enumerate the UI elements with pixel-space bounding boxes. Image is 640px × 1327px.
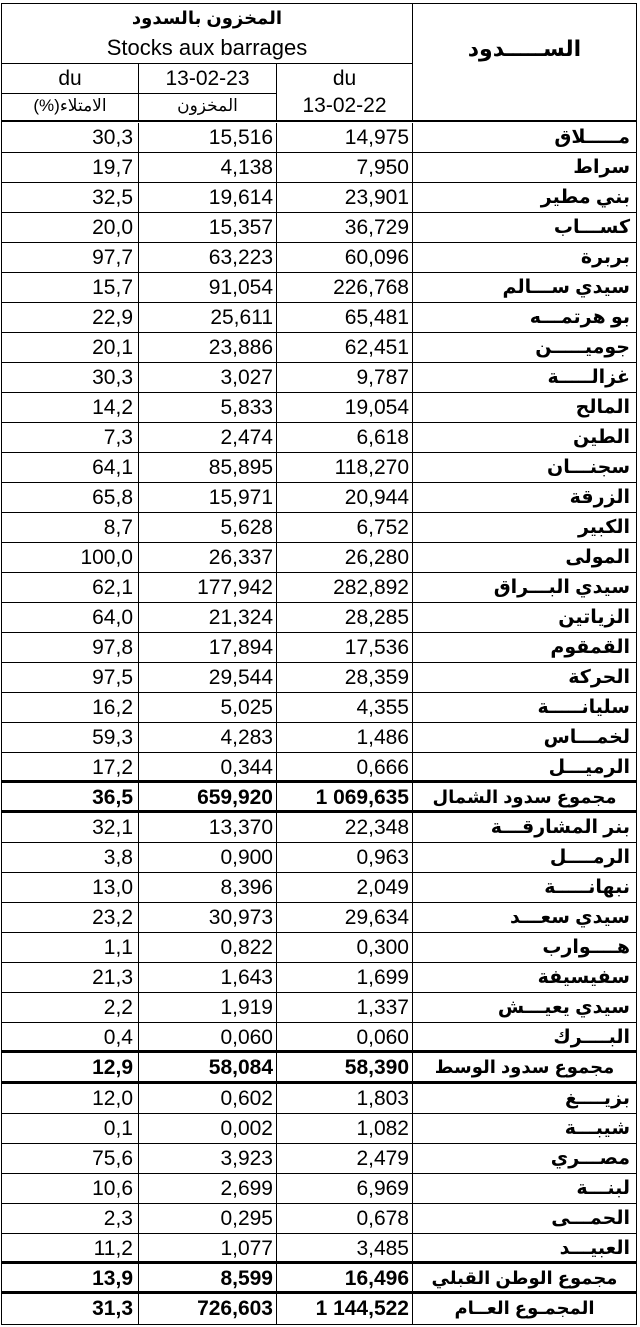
cell-stock-current: 4,138 <box>220 156 273 180</box>
cell-stock-previous: 23,901 <box>344 186 409 210</box>
cell-stock-previous: 1,803 <box>356 1086 409 1110</box>
cell-stock-current: 25,611 <box>210 306 273 330</box>
table-row <box>2 303 636 333</box>
cell-dam-name: العبيـــد <box>559 1237 630 1259</box>
cell-fill-pct: 20,0 <box>92 216 133 240</box>
cell-stock-previous: 6,969 <box>356 1176 409 1200</box>
cell-stock-previous: 2,479 <box>356 1146 409 1170</box>
table-row <box>2 273 636 303</box>
pct-label-ar: الامتلاء(%) <box>33 96 107 115</box>
cell-stock-current: 659,920 <box>197 786 273 810</box>
cell-stock-current: 3,027 <box>220 366 273 390</box>
cell-dam-name: الكبير <box>577 517 630 539</box>
table-row <box>2 753 636 783</box>
stock-date-label: 13-02-23 <box>165 67 250 90</box>
cell-dam-name: مجموع سدود الوسط <box>434 1057 615 1078</box>
cell-dam-name: الحمـــى <box>551 1207 630 1229</box>
cell-stock-previous: 36,729 <box>344 216 409 240</box>
cell-fill-pct: 64,0 <box>92 606 133 630</box>
table-row <box>2 483 636 513</box>
table-row <box>2 1174 636 1204</box>
cell-stock-current: 0,060 <box>220 1026 273 1050</box>
cell-stock-previous: 17,536 <box>344 636 409 660</box>
cell-stock-previous: 1,337 <box>356 996 409 1020</box>
cell-stock-current: 8,599 <box>220 1266 273 1290</box>
cell-fill-pct: 0,4 <box>103 1026 133 1050</box>
cell-dam-name: غزالـــــة <box>547 367 630 389</box>
cell-dam-name: الرمــــل <box>549 847 630 869</box>
cell-dam-name: سفيسيفة <box>537 967 630 989</box>
cell-stock-current: 23,886 <box>208 336 273 360</box>
cell-dam-name: سراط <box>573 157 630 179</box>
cell-fill-pct: 31,3 <box>92 1296 133 1320</box>
table-total-row <box>2 1294 636 1324</box>
table-body <box>2 123 636 1324</box>
cell-stock-current: 15,516 <box>208 126 273 149</box>
cell-stock-previous: 29,634 <box>344 906 409 930</box>
cell-fill-pct: 36,5 <box>92 786 133 810</box>
cell-dam-name: سيدي سعـــد <box>510 907 630 929</box>
cell-fill-pct: 32,1 <box>92 816 133 840</box>
table-row <box>2 183 636 213</box>
cell-stock-current: 726,603 <box>197 1296 273 1320</box>
cell-fill-pct: 15,7 <box>92 276 133 300</box>
cell-stock-current: 0,002 <box>220 1116 273 1140</box>
cell-fill-pct: 19,7 <box>92 156 133 180</box>
cell-stock-current: 30,973 <box>208 906 273 930</box>
table-row <box>2 573 636 603</box>
cell-dam-name: البــــرك <box>553 1027 630 1049</box>
cell-dam-name: بربرة <box>580 247 630 269</box>
cell-stock-previous: 3,485 <box>356 1236 409 1260</box>
cell-fill-pct: 1,1 <box>103 936 133 960</box>
cell-dam-name: مـــــلاق <box>554 127 630 148</box>
cell-stock-current: 2,699 <box>220 1176 273 1200</box>
table-row <box>2 633 636 663</box>
cell-dam-name: بزيــــغ <box>564 1087 630 1109</box>
cell-dam-name: القمقوم <box>550 637 630 659</box>
cell-fill-pct: 59,3 <box>92 726 133 750</box>
cell-stock-previous: 62,451 <box>344 336 409 360</box>
cell-dam-name: سليانـــــة <box>537 697 630 719</box>
cell-fill-pct: 16,2 <box>92 696 133 720</box>
cell-dam-name: مجموع الوطن القبلي <box>431 1267 618 1288</box>
cell-fill-pct: 30,3 <box>92 366 133 390</box>
cell-stock-previous: 282,892 <box>333 576 409 600</box>
table-total-row <box>2 1053 636 1083</box>
cell-stock-previous: 1,082 <box>356 1116 409 1140</box>
table-row <box>2 1234 636 1264</box>
cell-fill-pct: 0,1 <box>103 1116 133 1140</box>
table-row <box>2 663 636 693</box>
stock-label-ar: المخزون <box>177 96 238 115</box>
cell-fill-pct: 97,8 <box>92 636 133 660</box>
cell-dam-name: الطين <box>572 427 630 449</box>
cell-stock-current: 21,324 <box>208 606 273 630</box>
cell-stock-previous: 1 069,635 <box>315 786 409 810</box>
cell-stock-previous: 0,678 <box>356 1206 409 1230</box>
cell-stock-current: 26,337 <box>208 546 273 570</box>
table-row <box>2 453 636 483</box>
cell-dam-name: الرميـــل <box>548 757 630 779</box>
cell-stock-current: 13,370 <box>208 816 273 840</box>
cell-stock-current: 0,344 <box>220 756 273 780</box>
cell-fill-pct: 12,0 <box>92 1086 133 1110</box>
cell-dam-name: المالح <box>575 397 630 419</box>
cell-stock-previous: 60,096 <box>344 246 409 270</box>
cell-fill-pct: 20,1 <box>92 336 133 360</box>
cell-fill-pct: 97,7 <box>92 246 133 270</box>
cell-dam-name: المجمـوع العــام <box>454 1297 595 1318</box>
cell-stock-previous: 226,768 <box>333 276 409 300</box>
cell-dam-name: بو هرتمـــه <box>529 307 630 329</box>
cell-dam-name: جوميـــــن <box>535 337 630 359</box>
cell-stock-current: 5,025 <box>220 696 273 720</box>
cell-stock-current: 0,295 <box>220 1206 273 1230</box>
cell-fill-pct: 10,6 <box>92 1176 133 1200</box>
cell-stock-current: 17,894 <box>208 636 273 660</box>
cell-stock-current: 5,628 <box>220 516 273 540</box>
cell-fill-pct: 22,9 <box>92 306 133 330</box>
cell-fill-pct: 2,3 <box>103 1206 133 1230</box>
header-title-ar: المخزون بالسدود <box>131 8 283 28</box>
pct-du-label: du <box>58 67 82 90</box>
cell-dam-name: الزرقة <box>569 487 630 509</box>
table-row <box>2 873 636 903</box>
cell-stock-previous: 14,975 <box>344 126 409 149</box>
cell-stock-previous: 1,699 <box>356 966 409 990</box>
cell-stock-previous: 0,060 <box>356 1026 409 1050</box>
cell-stock-previous: 58,390 <box>344 1056 409 1080</box>
cell-stock-current: 58,084 <box>208 1056 273 1080</box>
cell-stock-previous: 0,300 <box>356 936 409 960</box>
cell-stock-previous: 16,496 <box>344 1266 409 1290</box>
cell-dam-name: سيدي البـــراق <box>493 577 630 599</box>
table-total-row <box>2 783 636 813</box>
cell-dam-name: سجنـــان <box>547 457 630 479</box>
table-row <box>2 513 636 543</box>
cell-stock-previous: 28,285 <box>344 606 409 630</box>
table-row <box>2 243 636 273</box>
table-row <box>2 1144 636 1174</box>
table-row <box>2 933 636 963</box>
prev-du-label: du <box>332 67 357 90</box>
cell-dam-name: نبهانـــــة <box>544 877 630 899</box>
cell-stock-previous: 26,280 <box>344 546 409 570</box>
table-row <box>2 1084 636 1114</box>
cell-dam-name: هــــوارب <box>542 937 630 959</box>
cell-stock-previous: 9,787 <box>356 366 409 390</box>
cell-stock-previous: 6,752 <box>356 516 409 540</box>
cell-dam-name: سيدي ســـالم <box>502 277 630 299</box>
table-row <box>2 363 636 393</box>
cell-stock-previous: 1,486 <box>356 726 409 750</box>
cell-fill-pct: 12,9 <box>92 1056 133 1080</box>
cell-stock-current: 63,223 <box>208 246 273 270</box>
table-row <box>2 813 636 843</box>
cell-stock-previous: 19,054 <box>344 396 409 420</box>
cell-stock-current: 0,602 <box>220 1086 273 1110</box>
cell-dam-name: شيبـــة <box>564 1117 630 1139</box>
cell-stock-previous: 2,049 <box>356 876 409 900</box>
cell-fill-pct: 13,9 <box>92 1266 133 1290</box>
cell-fill-pct: 14,2 <box>92 396 133 420</box>
cell-stock-current: 2,474 <box>220 426 273 450</box>
cell-stock-previous: 1 144,522 <box>315 1296 409 1320</box>
table-row <box>2 123 636 153</box>
cell-stock-current: 4,283 <box>220 726 273 750</box>
cell-dam-name: سيدي يعيـــش <box>497 997 630 1019</box>
cell-dam-name: لخمـــاس <box>543 727 630 749</box>
table-row <box>2 393 636 423</box>
cell-dam-name: الزياتين <box>558 607 630 629</box>
table-row <box>2 423 636 453</box>
cell-stock-current: 19,614 <box>208 186 273 210</box>
cell-fill-pct: 30,3 <box>92 126 133 149</box>
cell-stock-previous: 28,359 <box>344 666 409 690</box>
cell-stock-previous: 6,618 <box>356 426 409 450</box>
table-row <box>2 543 636 573</box>
cell-dam-name: المولى <box>565 547 630 569</box>
table-row <box>2 963 636 993</box>
cell-stock-previous: 4,355 <box>356 696 409 720</box>
dam-stocks-table <box>1 3 637 1325</box>
cell-stock-current: 15,357 <box>208 216 273 240</box>
table-row <box>2 1023 636 1053</box>
cell-fill-pct: 8,7 <box>103 516 133 540</box>
cell-fill-pct: 13,0 <box>92 876 133 900</box>
prev-date-label: 13-02-22 <box>302 94 387 117</box>
cell-dam-name: الحركة <box>568 667 630 689</box>
cell-stock-previous: 22,348 <box>344 816 409 840</box>
cell-fill-pct: 64,1 <box>92 456 133 480</box>
cell-fill-pct: 100,0 <box>80 546 133 570</box>
cell-stock-current: 5,833 <box>220 396 273 420</box>
cell-stock-current: 177,942 <box>197 576 273 600</box>
table-row <box>2 153 636 183</box>
cell-stock-current: 8,396 <box>220 876 273 900</box>
cell-stock-current: 29,544 <box>208 666 273 690</box>
cell-fill-pct: 2,2 <box>103 996 133 1020</box>
cell-dam-name: لبنـــة <box>576 1177 630 1199</box>
cell-fill-pct: 23,2 <box>92 906 133 930</box>
cell-stock-previous: 20,944 <box>344 486 409 510</box>
table-row <box>2 213 636 243</box>
cell-stock-current: 3,923 <box>220 1146 273 1170</box>
header-title-fr: Stocks aux barrages <box>106 35 308 60</box>
cell-stock-previous: 7,950 <box>356 156 409 180</box>
cell-stock-current: 1,643 <box>220 966 273 990</box>
cell-fill-pct: 65,8 <box>92 486 133 510</box>
cell-dam-name: كســـاب <box>553 217 630 239</box>
table-row <box>2 903 636 933</box>
table-row <box>2 993 636 1023</box>
header-dams-label: الســـــدود <box>467 36 582 61</box>
cell-dam-name: بني مطير <box>540 187 630 209</box>
cell-fill-pct: 32,5 <box>92 186 133 210</box>
cell-stock-previous: 0,666 <box>356 756 409 780</box>
cell-stock-current: 0,822 <box>220 936 273 960</box>
table-row <box>2 1204 636 1234</box>
table-row <box>2 723 636 753</box>
cell-fill-pct: 75,6 <box>92 1146 133 1170</box>
cell-stock-current: 1,077 <box>220 1236 273 1260</box>
cell-dam-name: بنر المشارقـــة <box>490 817 630 839</box>
table-row <box>2 333 636 363</box>
table-total-row <box>2 1264 636 1294</box>
cell-fill-pct: 7,3 <box>103 426 133 450</box>
table-row <box>2 693 636 723</box>
cell-stock-previous: 65,481 <box>344 306 409 330</box>
cell-stock-current: 1,919 <box>220 996 273 1020</box>
cell-dam-name: مصـــري <box>550 1147 630 1169</box>
cell-stock-previous: 0,963 <box>356 846 409 870</box>
cell-fill-pct: 11,2 <box>93 1236 133 1260</box>
cell-fill-pct: 3,8 <box>103 846 133 870</box>
table-row <box>2 1114 636 1144</box>
cell-dam-name: مجموع سدود الشمال <box>432 787 617 808</box>
cell-fill-pct: 17,2 <box>92 756 133 780</box>
table-header <box>2 4 636 122</box>
cell-stock-current: 15,971 <box>208 486 273 510</box>
cell-fill-pct: 62,1 <box>92 576 133 600</box>
cell-stock-current: 85,895 <box>208 456 273 480</box>
cell-fill-pct: 97,5 <box>92 666 133 690</box>
cell-stock-previous: 118,270 <box>334 456 409 480</box>
cell-stock-current: 0,900 <box>220 846 273 870</box>
cell-stock-current: 91,054 <box>208 276 273 300</box>
table-row <box>2 603 636 633</box>
table-row <box>2 843 636 873</box>
cell-fill-pct: 21,3 <box>92 966 133 990</box>
